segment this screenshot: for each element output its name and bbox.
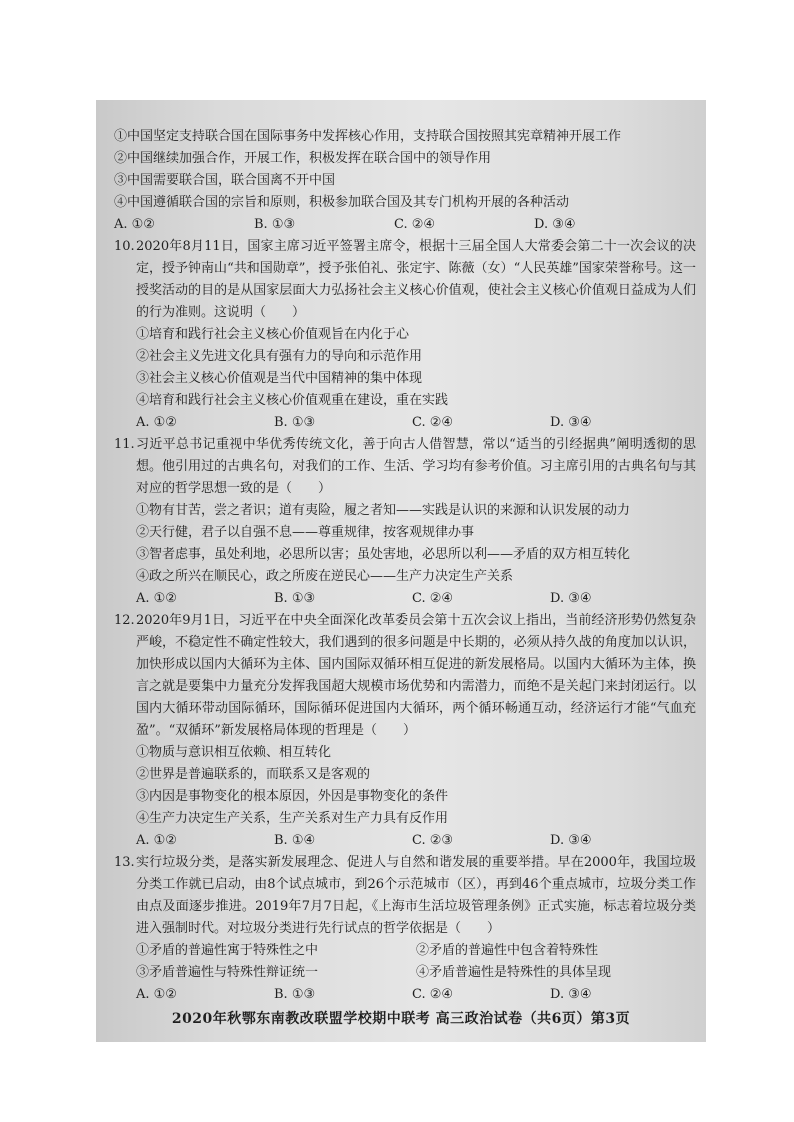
- question-12: [114, 610, 696, 852]
- q9-choice-d: D. ③④: [534, 217, 576, 232]
- q11-option-1: ①物有甘苦，尝之者识；道有夷险，履之者知——实践是认识的来源和认识发展的动力: [136, 503, 631, 518]
- question-11: [114, 434, 696, 610]
- q10-option-3: ③社会主义核心价值观是当代中国精神的集中体现: [136, 371, 423, 386]
- q9-option-4: ④中国遵循联合国的宗旨和原则，积极参加联合国及其专门机构开展的各种活动: [114, 195, 570, 210]
- q12-option-3: ③内因是事物变化的根本原因，外因是事物变化的条件: [136, 789, 449, 804]
- q10-option-4: ④培育和践行社会主义核心价值观重在建设，重在实践: [136, 393, 449, 408]
- q12-option-2: ②世界是普遍联系的，而联系又是客观的: [136, 767, 371, 782]
- q12-choice-b: B. ①④: [274, 833, 316, 848]
- q11-option-3: ③智者虑事，虽处利地，必思所以害；虽处害地，必思所以利——矛盾的双方相互转化: [136, 547, 631, 562]
- q10-choice-d: D. ③④: [550, 415, 592, 430]
- q13-option-3: ③矛盾普遍性与特殊性辩证统一: [136, 965, 319, 980]
- q12-choice-a: A. ①②: [136, 833, 177, 848]
- q12-option-1: ①物质与意识相互依赖、相互转化: [136, 745, 332, 760]
- q9-option-2: ②中国继续加强合作，开展工作，积极发挥在联合国中的领导作用: [114, 151, 492, 166]
- question-stem: 习近平总书记重视中华优秀传统文化，善于向古人借智慧，常以“适当的引经据典”阐明透彻的思想。他引用过的古典名句，对我们的工作、生活、学习均有参考价值。习主席引用的古典名句与其对应的哲学思想一致的是（ ）: [136, 437, 696, 496]
- question-13: [114, 852, 696, 1006]
- q9-choices: [114, 214, 696, 236]
- q11-option-4: ④政之所兴在顺民心，政之所废在逆民心——生产力决定生产关系: [136, 569, 514, 584]
- q13-choice-c: C. ②④: [412, 987, 454, 1002]
- question-number: 11.: [114, 437, 135, 452]
- question-stem: 2020年8月11日，国家主席习近平签署主席令，根据十三届全国人大常委会第二十一次会议的决定，授予钟南山“共和国勋章”，授予张伯礼、张定宇、陈薇（女）“人民英雄”国家荣誉称号。这一授奖活动的目的是从国家层面大力弘扬社会主义核心价值观，使社会主义核心价值观日益成为人们的行为准则。这说明（ ）: [136, 239, 696, 320]
- q12-choice-c: C. ②③: [412, 833, 454, 848]
- page-footer: 2020年秋鄂东南教改联盟学校期中联考 高三政治试卷（共6页）第3页: [171, 1011, 631, 1027]
- question-number: 12.: [114, 613, 135, 628]
- q10-choices: [114, 412, 696, 434]
- q13-option-1: ①矛盾的普遍性寓于特殊性之中: [136, 943, 319, 958]
- q13-options-row-2: [114, 962, 696, 984]
- q11-choice-d: D. ③④: [550, 591, 592, 606]
- question-9-continuation: [114, 126, 696, 236]
- page-content: [114, 126, 696, 1006]
- q9-choice-a: A. ①②: [114, 217, 155, 232]
- exam-page-photo: [96, 100, 706, 1042]
- q12-choice-d: D. ③④: [550, 833, 592, 848]
- question-stem: 2020年9月1日，习近平在中央全面深化改革委员会第十五次会议上指出，当前经济形势仍然复杂严峻，不稳定性不确定性较大，我们遇到的很多问题是中长期的，必须从持久战的角度加以认识，加快形成以国内大循环为主体、国内国际双循环相互促进的新发展格局。以国内大循环为主体，换言之就是要集中力量充分发挥我国超大规模市场优势和内需潜力，而绝不是关起门来封闭运行。以国内大循环带动国际循环，国际循环促进国内大循环，两个循环畅通互动，经济运行才能“气血充盈”。“双循环”新发展格局体现的哲理是（ ）: [136, 613, 696, 738]
- question-10: [114, 236, 696, 434]
- q11-choices: [114, 588, 696, 610]
- q13-choice-b: B. ①③: [274, 987, 316, 1002]
- q10-option-1: ①培育和践行社会主义核心价值观旨在内化于心: [136, 327, 410, 342]
- q9-option-1: ①中国坚定支持联合国在国际事务中发挥核心作用，支持联合国按照其宪章精神开展工作: [114, 129, 622, 144]
- q11-option-2: ②天行健，君子以自强不息——尊重规律，按客观规律办事: [136, 525, 475, 540]
- q10-choice-b: B. ①③: [274, 415, 316, 430]
- q13-choice-a: A. ①②: [136, 987, 177, 1002]
- q11-choice-a: A. ①②: [136, 591, 177, 606]
- q12-choices: [114, 830, 696, 852]
- q13-option-4: ④矛盾普遍性是特殊性的具体呈现: [416, 965, 612, 980]
- q10-option-2: ②社会主义先进文化具有强有力的导向和示范作用: [136, 349, 423, 364]
- question-number: 10.: [114, 239, 135, 254]
- question-stem: 实行垃圾分类，是落实新发展理念、促进人与自然和谐发展的重要举措。早在2000年，我国垃圾分类工作就已启动，由8个试点城市，到26个示范城市（区），再到46个重点城市，垃圾分类工作由点及面逐步推进。2019年7月7日起，《上海市生活垃圾管理条例》正式实施，标志着垃圾分类进入强制时代。对垃圾分类进行先行试点的哲学依据是（ ）: [136, 855, 696, 936]
- q13-choices: [114, 984, 696, 1006]
- q10-choice-a: A. ①②: [136, 415, 177, 430]
- q11-choice-c: C. ②④: [412, 591, 454, 606]
- q9-choice-b: B. ①③: [254, 217, 296, 232]
- q13-options-row-1: [114, 940, 696, 962]
- q13-option-2: ②矛盾的普遍性中包含着特殊性: [416, 943, 599, 958]
- q9-option-3: ③中国需要联合国，联合国离不开中国: [114, 173, 336, 188]
- q9-choice-c: C. ②④: [394, 217, 436, 232]
- q10-choice-c: C. ②④: [412, 415, 454, 430]
- q13-choice-d: D. ③④: [550, 987, 592, 1002]
- q11-choice-b: B. ①③: [274, 591, 316, 606]
- question-number: 13.: [114, 855, 135, 870]
- q12-option-4: ④生产力决定生产关系，生产关系对生产力具有反作用: [136, 811, 449, 826]
